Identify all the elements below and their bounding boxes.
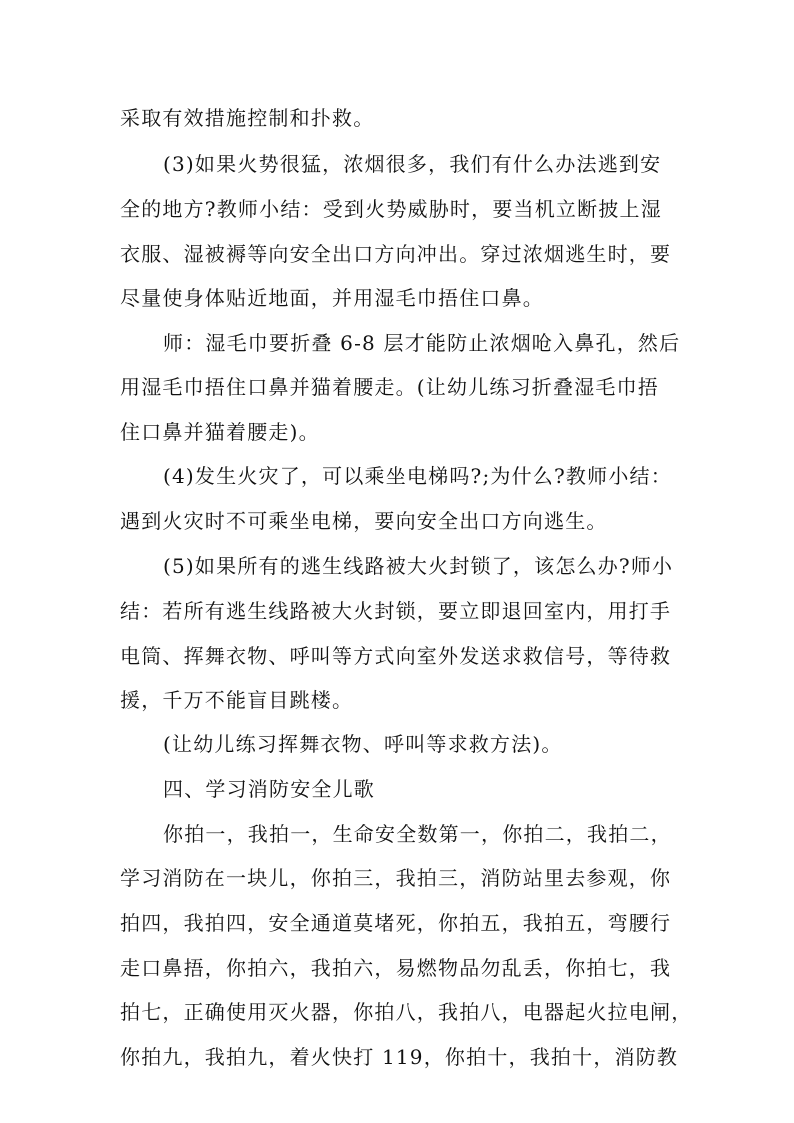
text-line: 学习消防在一块儿，你拍三，我拍三，消防站里去参观，你 xyxy=(120,866,672,890)
text-line: 采取有效措施控制和扑救。 xyxy=(120,106,375,130)
section-heading: 四、学习消防安全儿歌 xyxy=(163,777,375,801)
text-line: 用湿毛巾捂住口鼻并猫着腰走。(让幼儿练习折叠湿毛巾捂 xyxy=(120,375,660,399)
text-line: 全的地方?教师小结：受到火势威胁时，要当机立断披上湿 xyxy=(120,197,662,221)
text-line: 住口鼻并猫着腰走)。 xyxy=(120,420,320,444)
text-line: (4)发生火灾了，可以乘坐电梯吗?;为什么?教师小结： xyxy=(163,464,672,488)
text-line: (让幼儿练习挥舞衣物、呼叫等求救方法)。 xyxy=(163,732,563,756)
text-line: 师：湿毛巾要折叠 6-8 层才能防止浓烟呛入鼻孔，然后 xyxy=(163,331,681,355)
text-line: 尽量使身体贴近地面，并用湿毛巾捂住口鼻。 xyxy=(120,286,544,310)
text-line: 衣服、湿被褥等向安全出口方向冲出。穿过浓烟逃生时，要 xyxy=(120,242,672,266)
text-line: (3)如果火势很猛，浓烟很多，我们有什么办法逃到安 xyxy=(163,152,662,176)
text-line: 遇到火灾时不可乘坐电梯，要向安全出口方向逃生。 xyxy=(120,509,608,533)
text-line: 拍七，正确使用灭火器，你拍八，我拍八，电器起火拉电闸， xyxy=(120,1000,693,1024)
text-line: 援，千万不能盲目跳楼。 xyxy=(120,688,354,712)
text-line: (5)如果所有的逃生线路被大火封锁了，该怎么办?师小 xyxy=(163,554,674,578)
text-line: 拍四，我拍四，安全通道莫堵死，你拍五，我拍五，弯腰行 xyxy=(120,911,672,935)
text-line: 走口鼻捂，你拍六，我拍六，易燃物品勿乱丢，你拍七，我 xyxy=(120,956,672,980)
text-line: 你拍一，我拍一，生命安全数第一，你拍二，我拍二， xyxy=(163,822,672,846)
text-line: 电筒、挥舞衣物、呼叫等方式向室外发送求救信号，等待救 xyxy=(120,644,672,668)
text-line: 你拍九，我拍九，着火快打 119，你拍十，我拍十，消防教 xyxy=(120,1045,679,1069)
text-line: 结：若所有逃生线路被大火封锁，要立即退回室内，用打手 xyxy=(120,599,672,623)
